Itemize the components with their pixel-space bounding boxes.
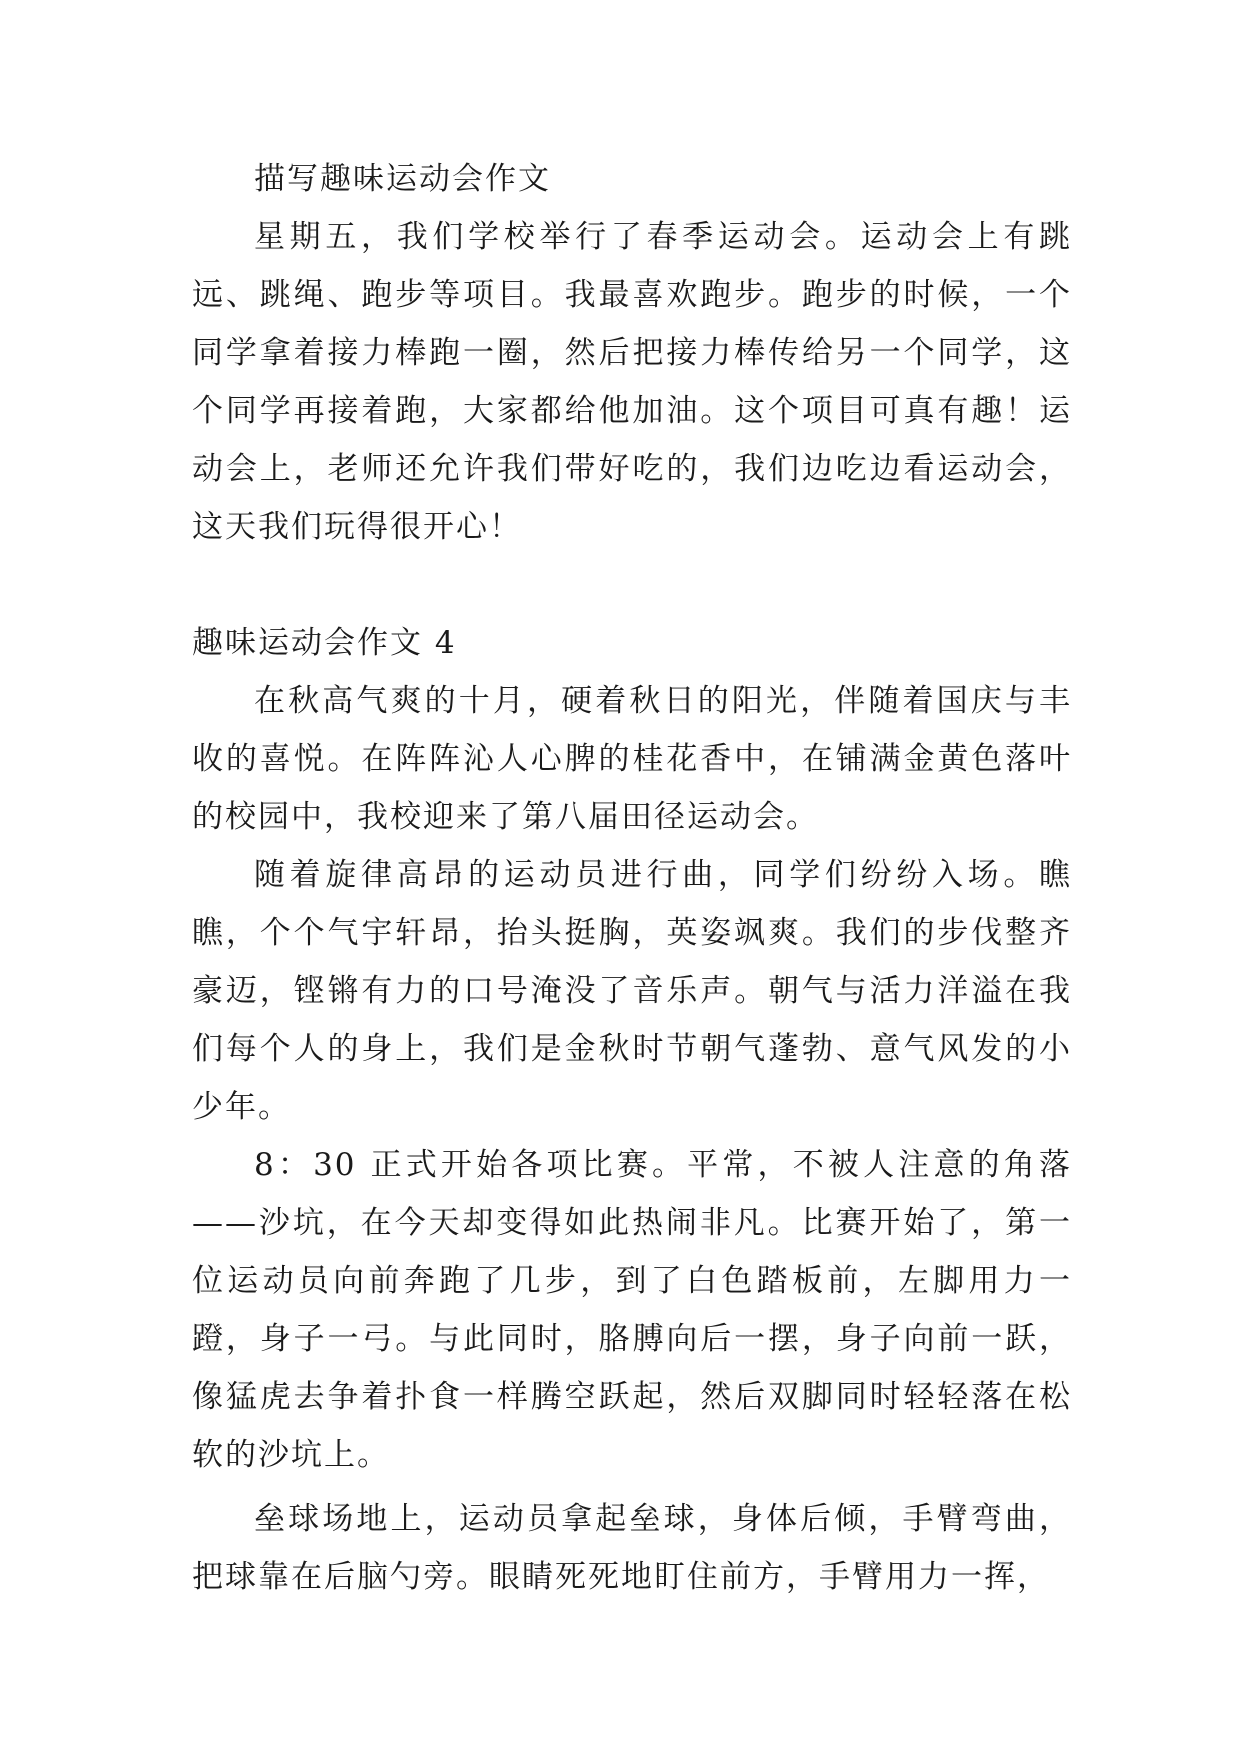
essay-paragraph: 垒球场地上，运动员拿起垒球，身体后倾，手臂弯曲，把球靠在后脑勺旁。眼睛死死地盯住前方，手臂用力一挥，	[192, 1501, 1072, 1595]
document-page	[192, 150, 1072, 1606]
essay-paragraph: 随着旋律高昂的运动员进行曲，同学们纷纷入场。瞧瞧，个个气宇轩昂，抬头挺胸，英姿飒爽。我们的步伐整齐豪迈，铿锵有力的口号淹没了音乐声。朝气与活力洋溢在我们每个人的身上，我们是金秋时节朝气蓬勃、意气风发的小少年。	[192, 857, 1072, 1125]
section-title: 趣味运动会作文 4	[192, 625, 457, 661]
essay-title: 描写趣味运动会作文	[254, 161, 551, 197]
essay-paragraph: 星期五，我们学校举行了春季运动会。运动会上有跳远、跳绳、跑步等项目。我最喜欢跑步。跑步的时候，一个同学拿着接力棒跑一圈，然后把接力棒传给另一个同学，这个同学再接着跑，大家都给他加油。这个项目可真有趣！运动会上，老师还允许我们带好吃的，我们边吃边看运动会，这天我们玩得很开心！	[192, 219, 1072, 545]
essay-paragraph: 8：30 正式开始各项比赛。平常，不被人注意的角落——沙坑，在今天却变得如此热闹非凡。比赛开始了，第一位运动员向前奔跑了几步，到了白色踏板前，左脚用力一蹬，身子一弓。与此同时，胳膊向后一摆，身子向前一跃，像猛虎去争着扑食一样腾空跃起，然后双脚同时轻轻落在松软的沙坑上。	[192, 1147, 1072, 1473]
essay-paragraph: 在秋高气爽的十月，硬着秋日的阳光，伴随着国庆与丰收的喜悦。在阵阵沁人心脾的桂花香中，在铺满金黄色落叶的校园中，我校迎来了第八届田径运动会。	[192, 683, 1072, 835]
